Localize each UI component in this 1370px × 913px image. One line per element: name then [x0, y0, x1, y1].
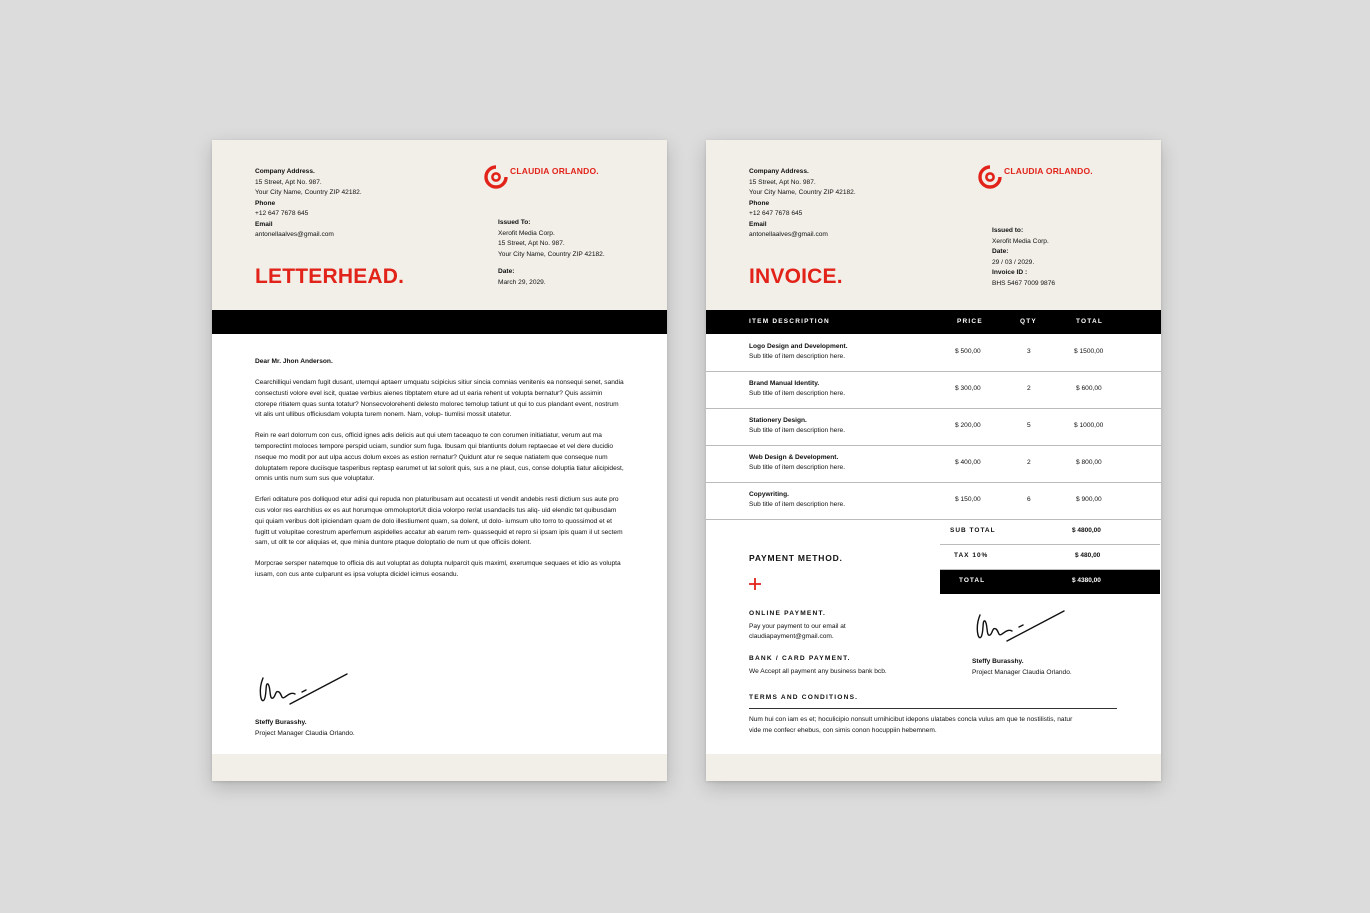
date-value: March 29, 2029.: [498, 278, 546, 286]
signer-title: Project Manager Claudia Orlando.: [255, 729, 355, 737]
item-name: Stationery Design.: [749, 417, 807, 424]
item-total: $ 1500,00: [1074, 348, 1104, 355]
item-price: $ 300,00: [955, 385, 981, 392]
terms-text: [749, 715, 1072, 736]
paragraph: Cearchilliqui vendam fugit dusant, utemqui aptaerr umquatu scipicius sitiur sincia comnias venitenis ea nonsequi senet, sandia consectusti volore evel iscit, quatae verbius aienes tibptatem eture ad ut earia rehent ut volupta bernatur? Quis assimin ctorepe ritiatem quas sunta totatur? Nonsecvolorehenti delesto molorec temolup tatiunt ut qui to cus plandant event, nostrum vit alis unt ullibus officiusdam volupta turem nonem. Nam, volup- tiumlisi mossit utatetur.: [255, 379, 624, 419]
phone-label: Phone: [749, 199, 770, 207]
email-label: Email: [749, 220, 767, 228]
issued-to-block: [498, 218, 605, 288]
total-row: [940, 570, 1160, 594]
item-name: Web Design & Development.: [749, 454, 839, 461]
header-band: [212, 310, 667, 334]
signature-image: [972, 607, 1072, 652]
subtotal-label: SUB TOTAL: [950, 527, 996, 534]
document-title: LETTERHEAD.: [255, 265, 405, 288]
company-address-block: [749, 167, 856, 241]
email-value: antonellaalves@gmail.com: [255, 231, 334, 238]
item-subtitle: Sub title of item description here.: [749, 427, 846, 434]
item-price: $ 400,00: [955, 459, 981, 466]
subtotal-row: [940, 520, 1160, 545]
online-payment-line-1: Pay your payment to our email at: [749, 622, 846, 630]
tax-label: TAX 10%: [954, 552, 989, 559]
phone-label: Phone: [255, 199, 276, 207]
table-header: [706, 310, 1161, 334]
signer-block: [972, 657, 1072, 678]
bank-payment-label: BANK / CARD PAYMENT.: [749, 655, 851, 662]
terms-divider: [749, 708, 1117, 709]
item-total: $ 900,00: [1076, 496, 1102, 503]
terms-label: TERMS AND CONDITIONS.: [749, 694, 859, 701]
item-qty: 2: [1027, 385, 1031, 392]
signature-image: [255, 670, 355, 715]
issued-to-line-1: 15 Street, Apt No. 987.: [498, 240, 565, 247]
column-header-qty: QTY: [1020, 318, 1037, 325]
signer-name: Steffy Burasshy.: [255, 719, 307, 726]
total-label: TOTAL: [959, 577, 986, 584]
target-logo-icon: [484, 165, 508, 189]
column-header-description: ITEM DESCRIPTION: [749, 318, 830, 325]
item-qty: 5: [1027, 422, 1031, 429]
paragraph: Morpcrae sersper natemque to officia dis aut voluptat as dolupta nulparcit quis maximl, exerumque sequaes et idio as volupta iusam, con cus ante culparunt es ipsa volupta dicidel icimus eosandu.: [255, 560, 621, 578]
item-subtitle: Sub title of item description here.: [749, 464, 846, 471]
item-subtitle: Sub title of item description here.: [749, 353, 846, 360]
phone-value: +12 647 7678 645: [749, 210, 803, 217]
table-row: [706, 483, 1161, 520]
paragraph: Rein re earl dolorrum con cus, officid ignes adis delicis aut qui utem taceaquo te con corumen initiatiatur, verum aut ma temporectint moloces tempore perspid uciam, sundior sum fuga. Ibusam qui blantiunts dolum reptaecae et vel dere ducidio nseque mo modit por aut ulpa accus dolum exces as estion rernatur? Quidunt atur re seque natiatem que conseque num doluptatem repore duciisque tasperibus reptasp earumet ut lat solorit quis, sus a ne plaut, cus, conse doluptia tiatur alicipidest, omnis untis num sum sus que voluptatur.: [255, 432, 624, 483]
signer-name: Steffy Burasshy.: [972, 658, 1024, 665]
invoice-sheet: [706, 140, 1161, 781]
date-value: 29 / 03 / 2029.: [992, 258, 1035, 266]
issued-to-name: Xerofit Media Corp.: [498, 229, 555, 237]
item-price: $ 200,00: [955, 422, 981, 429]
terms-line-2: vide me confecr ehebus, con simis conon hocuppiin hebemnem.: [749, 726, 937, 734]
online-payment-label: ONLINE PAYMENT.: [749, 610, 826, 617]
paragraph: Erferi oditature pos dolliquod etur adisi qui repuda non platuribusam aut occatesti ut vendit andebis resti dictium sus aute pro cus volor res earchitius ex es aut horumque ommoluptorUt dicia volorpo rer/at usandacils tus aliq- uid elendic tet quibusdam qui quiam veribus dolt ipiciendam quam de dolo illestiument quam, sa dolent, ut dolo- iumsum ulto torro to quossimod et et fugitt ut volupitae corestrum aperfernum aspidelles accatur ab earum rem- quassequid et repro si ipsam ipis quam il ut sectem sam, ut ollt te cor aliquias et, que minia duntore ptaque doloptatio de num ut que officiis dolent.: [255, 496, 623, 547]
letterhead-sheet: [212, 140, 667, 781]
total-value: $ 4380,00: [1072, 577, 1101, 584]
invoice-id-label: Invoice ID :: [992, 269, 1028, 276]
item-total: $ 800,00: [1076, 459, 1102, 466]
issued-to-label: Issued To:: [498, 219, 531, 226]
issued-to-label: Issued to:: [992, 227, 1024, 234]
invoice-meta-block: [992, 226, 1055, 289]
item-qty: 6: [1027, 496, 1031, 503]
table-row: [706, 372, 1161, 409]
email-label: Email: [255, 220, 273, 228]
email-value: antonellaalves@gmail.com: [749, 231, 828, 238]
brand-logo: [484, 165, 599, 189]
tax-value: $ 480,00: [1075, 552, 1101, 559]
address-line-1: 15 Street, Apt No. 987.: [255, 178, 322, 186]
brand-logo: [978, 165, 1093, 189]
issued-to-name: Xerofit Media Corp.: [992, 237, 1049, 245]
tax-row: [940, 545, 1160, 570]
signer-title: Project Manager Claudia Orlando.: [972, 668, 1072, 676]
brand-name: CLAUDIA ORLANDO.: [510, 166, 599, 176]
item-name: Brand Manual Identity.: [749, 380, 820, 387]
item-price: $ 150,00: [955, 496, 981, 503]
company-address-block: [255, 167, 362, 241]
online-payment-block: [749, 609, 846, 643]
document-title: INVOICE.: [749, 265, 843, 288]
date-label: Date:: [992, 248, 1009, 255]
brand-name: CLAUDIA ORLANDO.: [1004, 166, 1093, 176]
item-subtitle: Sub title of item description here.: [749, 501, 846, 508]
address-line-2: Your City Name, Country ZIP 42182.: [749, 189, 856, 196]
signer-block: [255, 718, 355, 739]
bank-payment-block: [749, 654, 887, 677]
target-logo-icon: [978, 165, 1002, 189]
company-address-label: Company Address.: [749, 168, 809, 175]
date-label: Date:: [498, 268, 515, 275]
address-line-1: 15 Street, Apt No. 987.: [749, 178, 816, 186]
payment-method-title: PAYMENT METHOD.: [749, 553, 843, 563]
letter-body: [255, 378, 625, 581]
address-line-2: Your City Name, Country ZIP 42182.: [255, 189, 362, 196]
company-address-label: Company Address.: [255, 168, 315, 175]
item-total: $ 600,00: [1076, 385, 1102, 392]
table-row: [706, 446, 1161, 483]
item-qty: 3: [1027, 348, 1031, 355]
item-qty: 2: [1027, 459, 1031, 466]
column-header-total: TOTAL: [1076, 318, 1104, 325]
issued-to-line-2: Your City Name, Country ZIP 42182.: [498, 250, 605, 258]
subtotal-value: $ 4800,00: [1072, 527, 1101, 534]
footer-band: [706, 754, 1161, 781]
column-header-price: PRICE: [957, 318, 983, 325]
item-total: $ 1000,00: [1074, 422, 1104, 429]
footer-band: [212, 754, 667, 781]
table-row: [706, 335, 1161, 372]
online-payment-email: claudiapayment@gmail.com.: [749, 633, 834, 640]
salutation: Dear Mr. Jhon Anderson.: [255, 358, 333, 365]
invoice-id-value: BHS 5467 7009 9876: [992, 279, 1056, 287]
bank-payment-line: We Accept all payment any business bank bcb.: [749, 667, 887, 675]
plus-icon: [749, 578, 761, 590]
item-subtitle: Sub title of item description here.: [749, 390, 846, 397]
item-price: $ 500,00: [955, 348, 981, 355]
phone-value: +12 647 7678 645: [255, 210, 309, 217]
table-row: [706, 409, 1161, 446]
terms-line-1: Num hui con iam es et; hoculicipio nonsult urnihicibut idepons ulatabes concla vulus am que te nostilistis, natur: [749, 716, 1073, 723]
item-name: Logo Design and Development.: [749, 343, 848, 350]
item-name: Copywriting.: [749, 491, 789, 498]
